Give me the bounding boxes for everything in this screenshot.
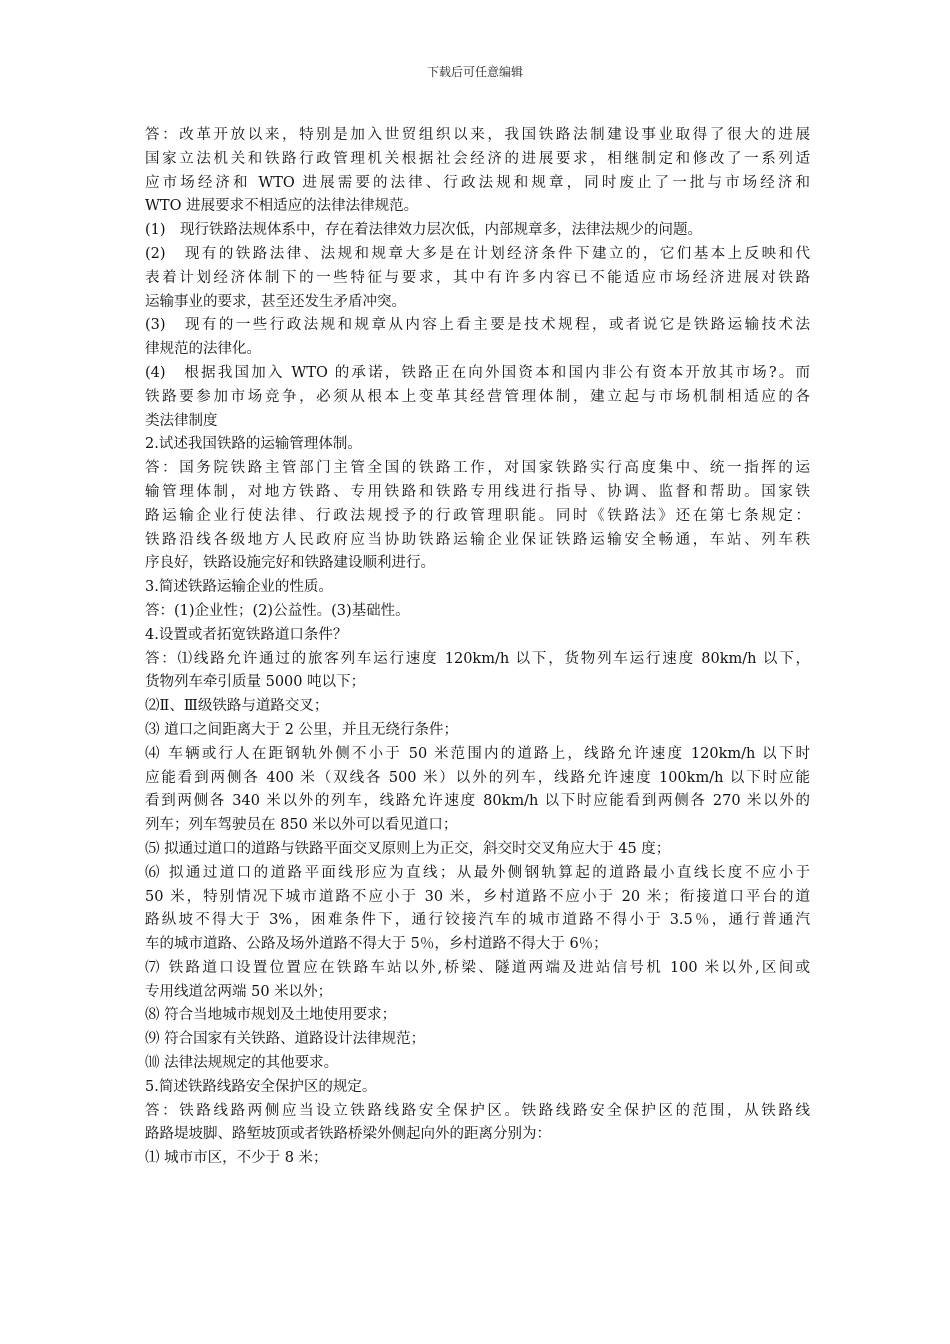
text-line: 表着计划经济体制下的一些特征与要求，其中有许多内容已不能适应市场经济进展对铁路 [145,269,810,286]
text-line: 答：改革开放以来，特别是加入世贸组织以来，我国铁路法制建设事业取得了很大的进展 [145,127,810,143]
text-line: 律规范的法律化。 [145,341,261,358]
text-line: 答：国务院铁路主管部门主管全国的铁路工作，对国家铁路实行高度集中、统一指挥的运 [145,460,810,477]
text-line: (2) 现有的铁路法律、法规和规章大多是在计划经济条件下建立的，它们基本上反映和代 [145,245,810,262]
text-line: ⑴ 城市市区，不少于 8 米； [145,1150,328,1167]
text-line: 2.试述我国铁路的运输管理体制。 [145,436,362,453]
text-line: 国家立法机关和铁路行政管理机关根据社会经济的进展要求，相继制定和修改了一系列适 [145,150,810,167]
text-line: ⑶ 道口之间距离大于 2 公里，并且无绕行条件； [145,721,459,738]
text-line: 路纵坡不得大于 3%，困难条件下，通行铰接汽车的城市道路不得小于 3.5％，通行普通汽 [145,912,810,929]
text-line: 应能看到两侧各 400 米（双线各 500 米）以外的列车，线路允许速度 100km/h 以下时应能 [145,769,810,786]
text-line: 铁路要参加市场竞争，必须从根本上变革其经营管理体制，建立起与市场机制相适应的各 [145,388,810,405]
text-line: 答：铁路线路两侧应当设立铁路线路安全保护区。铁路线路安全保护区的范围，从铁路线 [145,1102,810,1119]
text-line: 车的城市道路、公路及场外道路不得大于 5％，乡村道路不得大于 6％； [145,936,608,953]
text-line: 序良好，铁路设施完好和铁路建设顺利进行。 [145,555,435,572]
text-line: 路路堤坡脚、路堑坡顶或者铁路桥梁外侧起向外的距离分别为： [145,1126,551,1143]
text-line: 5.简述铁路线路安全保护区的规定。 [145,1078,377,1095]
text-line: WTO 进展要求不相适应的法律法律规范。 [145,198,419,215]
text-line: 路运输企业行使法律、行政法规授予的行政管理职能。同时《铁路法》还在第七条规定： [145,507,810,524]
text-line: 50 米，特别情况下城市道路不应小于 30 米，乡村道路不应小于 20 米；衔接道口平台的道 [145,888,810,905]
text-line: (3) 现有的一些行政法规和规章从内容上看主要是技术规程，或者说它是铁路运输技术法 [145,317,810,334]
text-line: 输管理体制，对地方铁路、专用铁路和铁路专用线进行指导、协调、监督和帮助。国家铁 [145,483,810,500]
text-line: 答：(1)企业性；(2)公益性。(3)基础性。 [145,602,410,619]
text-line: ⑽ 法律法规规定的其他要求。 [145,1055,339,1072]
document-body [145,124,810,1171]
text-line: 4.设置或者拓宽铁路道口条件？ [145,626,348,643]
text-line: ⑺ 铁路道口设置位置应在铁路车站以外,桥梁、隧道两端及进站信号机 100 米以外,区间或 [145,959,810,976]
text-line: 答：⑴线路允许通过的旅客列车运行速度 120km/h 以下，货物列车运行速度 80km/h 以下， [145,650,810,667]
text-line: ⑻ 符合当地城市规划及土地使用要求； [145,1007,397,1024]
text-line: 应市场经济和 WTO 进展需要的法律、行政法规和规章，同时废止了一批与市场经济和 [145,174,810,191]
text-line: 铁路沿线各级地方人民政府应当协助铁路运输企业保证铁路运输安全畅通，车站、列车秩 [145,531,810,548]
text-line: ⑸ 拟通过道口的道路与铁路平面交叉原则上为正交，斜交时交叉角应大于 45 度； [145,840,671,857]
text-line: 货物列车牵引质量 5000 吨以下； [145,674,366,691]
text-line: 列车；列车驾驶员在 850 米以外可以看见道口； [145,817,458,834]
text-line: 类法律制度 [145,412,218,429]
text-line: ⑵Ⅱ、Ⅲ级铁路与道路交叉； [145,698,329,715]
text-line: (4) 根据我国加入 WTO 的承诺，铁路正在向外国资本和国内非公有资本开放其市场?。而 [145,364,810,381]
text-line: (1) 现行铁路法规体系中，存在着法律效力层次低，内部规章多，法律法规少的问题。 [145,222,703,239]
text-line: 看到两侧各 340 米以外的列车，线路允许速度 80km/h 以下时应能看到两侧各 270 米以外的 [145,793,810,810]
text-line: 3.简述铁路运输企业的性质。 [145,579,333,596]
text-line: 运输事业的要求，甚至还发生矛盾冲突。 [145,293,406,310]
text-line: ⑼ 符合国家有关铁路、道路设计法律规范； [145,1031,426,1048]
text-line: ⑷ 车辆或行人在距钢轨外侧不小于 50 米范围内的道路上，线路允许速度 120km/h 以下时 [145,745,810,762]
page-header: 下载后可任意编辑 [426,65,523,79]
text-line: 专用线道岔两端 50 米以外； [145,983,333,1000]
text-line: ⑹ 拟通过道口的道路平面线形应为直线；从最外侧钢轨算起的道路最小直线长度不应小于 [145,864,810,881]
